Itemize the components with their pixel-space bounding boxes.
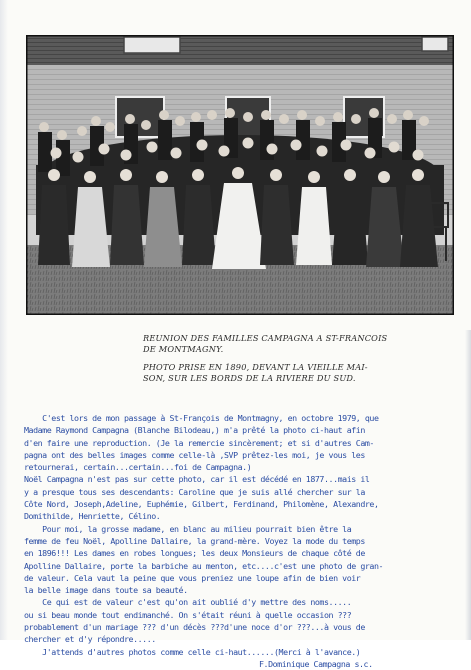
caption-detail-line: PHOTO PRISE EN 1890, DEVANT LA VIEILLE MAI- (143, 362, 368, 372)
letter-line: la belle image dans toute sa beauté. (24, 585, 188, 596)
caption-heading-line: REUNION DES FAMILLES CAMPAGNA A ST-FRANCOIS (143, 333, 388, 343)
letter-line: de valeur. Cela vaut la peine que vous preniez une loupe afin de bien voir (24, 572, 361, 583)
letter-line: y a presque tous ses descendants: Caroline que je suis allé chercher sur la (24, 486, 365, 497)
group-photograph (26, 35, 454, 315)
letter-line: Côte Nord, Joseph,Adeline, Euphémie, Gilbert, Ferdinand, Philomène, Alexandre, (24, 499, 379, 510)
letter-line: Pour moi, la grosse madame, en blanc au milieu pourrait bien être la (24, 523, 352, 534)
letter-line: Apolline Dallaire, porte la barbiche au menton, etc....c'est une photo de gran- (24, 560, 384, 571)
letter-line: femme de feu Noël, Apolline Dallaire, la grand-mère. Voyez la mode du temps (24, 535, 365, 546)
scan-edge-left (0, 0, 8, 640)
typed-letter (24, 412, 452, 670)
letter-line: en 1896!!! Les dames en robes longues; les deux Monsieurs de chaque côté de (24, 548, 365, 559)
photo-illustration (26, 35, 454, 315)
letter-line: J'attends d'autres photos comme celle ci-haut......(Merci à l'avance.) (24, 646, 361, 657)
letter-line: pagna ont des belles images comme celle-là ,SVP prêtez-les moi, je vous les (24, 449, 365, 460)
caption-heading-line: DE MONTMAGNY. (143, 344, 224, 354)
letter-line: d'en faire une reproduction. (Je la remercie sincèrement; et si d'autres Cam- (24, 437, 374, 448)
letter-line: probablement d'un mariage ??? d'un décès ???d'une noce d'or ???...à vous de (24, 622, 365, 633)
letter-line: retournerai, certain...certain...foi de Campagna.) (24, 462, 252, 473)
signature-line: F.Dominique Campagna s.c. (259, 658, 373, 669)
photo-caption (143, 333, 403, 384)
letter-line: chercher et d'y répondre..... (24, 634, 156, 645)
letter-line: Madame Raymond Campagna (Blanche Bilodeau,) m'a prêté la photo ci-haut afin (24, 425, 365, 436)
letter-line: Ce qui est de valeur c'est qu'on ait oublié d'y mettre des noms..... (24, 597, 352, 608)
caption-detail-line: SON, SUR LES BORDS DE LA RIVIERE DU SUD. (143, 373, 356, 383)
scan-edge-right (465, 330, 471, 640)
letter-line: Noël Campagna n'est pas sur cette photo, car il est décédé en 1877...mais il (24, 474, 370, 485)
letter-line: Domithilde, Henriette, Célino. (24, 511, 161, 522)
letter-line: C'est lors de mon passage à St-François de Montmagny, en octobre 1979, que (24, 413, 379, 423)
letter-line: ou si beau monde tout endimanché. On s'était réuni à quelle occasion ??? (24, 609, 352, 620)
